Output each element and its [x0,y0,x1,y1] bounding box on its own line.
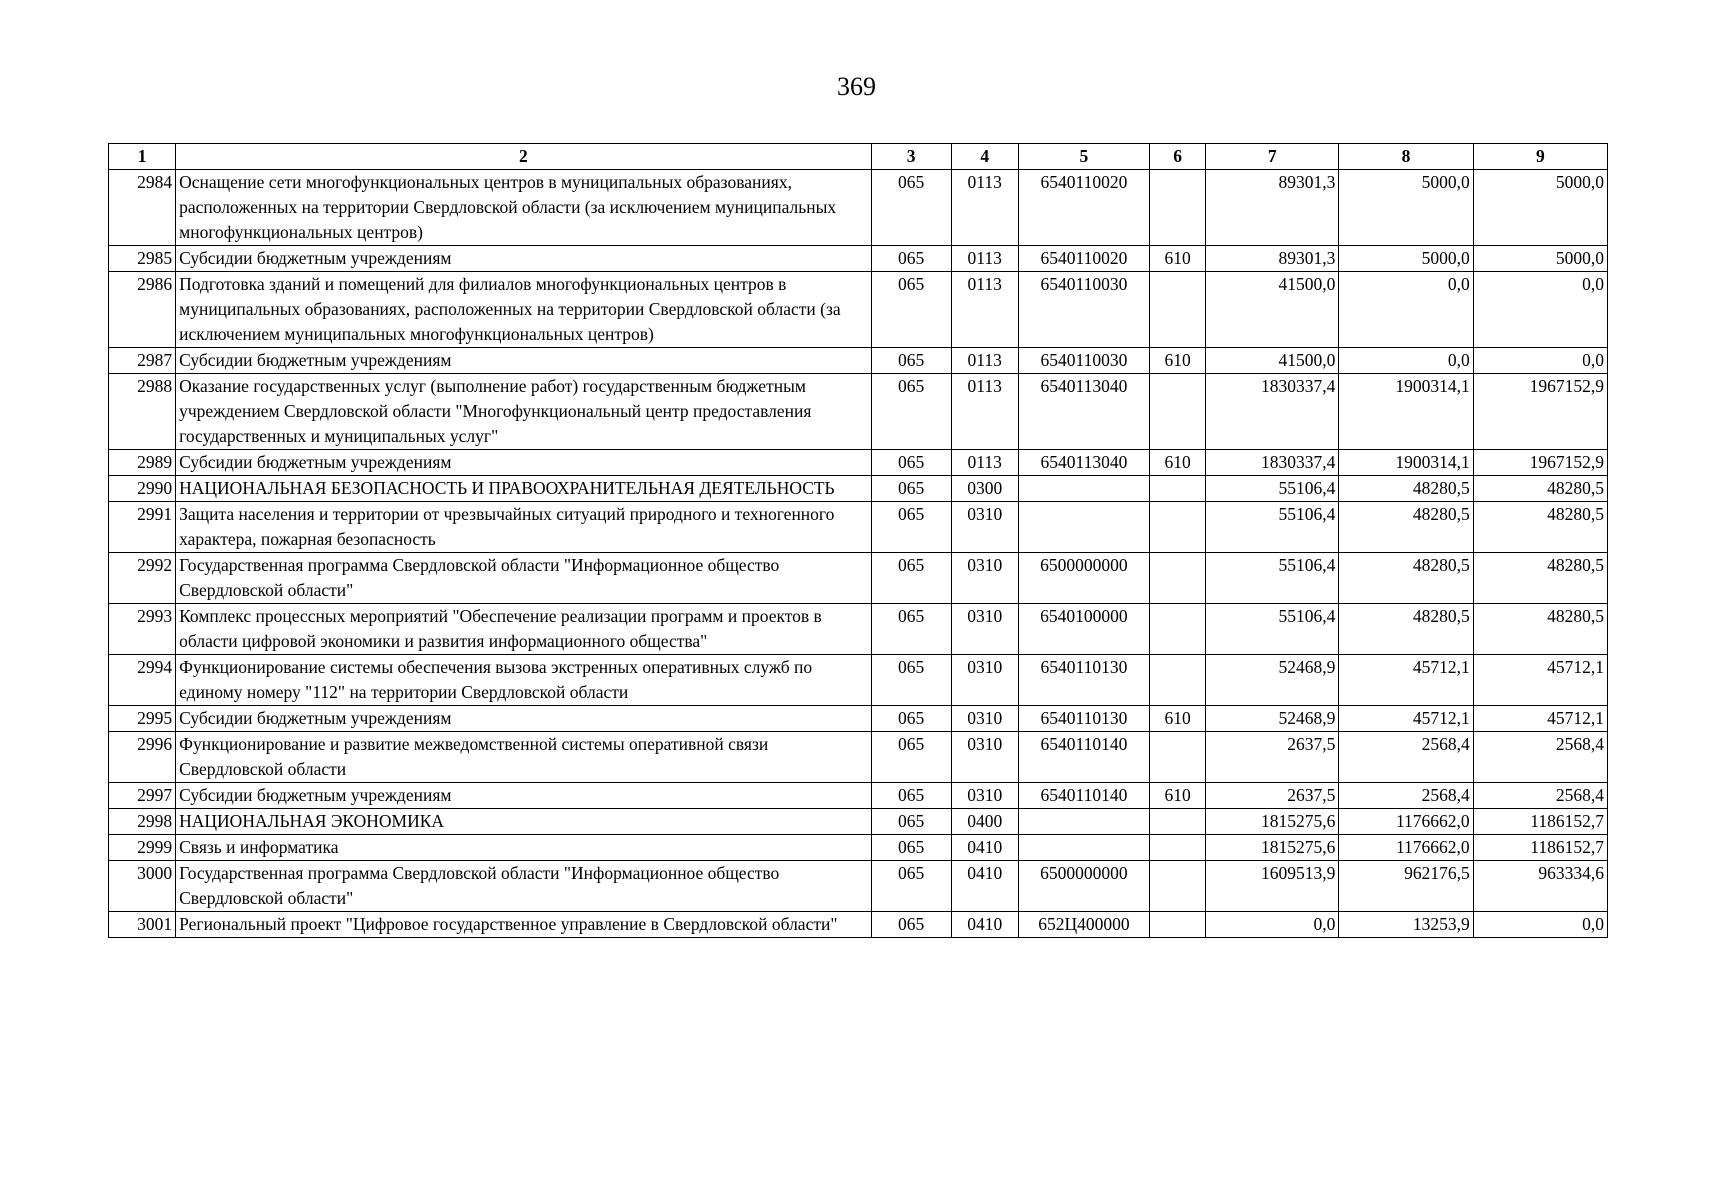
target-article-cell: 6540110020 [1018,170,1149,246]
department-code-cell: 065 [871,655,951,706]
row-name-cell: Региональный проект "Цифровое государственное управление в Свердловской области" [176,912,871,938]
amount-col-9-cell: 0,0 [1473,348,1607,374]
department-code-cell: 065 [871,476,951,502]
amount-col-9-cell: 1186152,7 [1473,835,1607,861]
expense-type-cell: 610 [1150,706,1206,732]
target-article-cell: 6540110030 [1018,348,1149,374]
section-code-cell: 0410 [951,912,1018,938]
row-number-cell: 2993 [109,604,176,655]
amount-col-7-cell: 52468,9 [1206,706,1339,732]
section-code-cell: 0113 [951,272,1018,348]
department-code-cell: 065 [871,835,951,861]
header-col-4: 4 [951,144,1018,170]
row-name-cell: Оказание государственных услуг (выполнение работ) государственным бюджетным учреждением Свердловской области "Многофункциональный центр предоставления государственных и муниципальных услуг" [176,374,871,450]
section-code-cell: 0300 [951,476,1018,502]
amount-col-8-cell: 13253,9 [1339,912,1473,938]
amount-col-9-cell: 2568,4 [1473,732,1607,783]
row-number-cell: 2984 [109,170,176,246]
row-number-cell: 2997 [109,783,176,809]
target-article-cell [1018,476,1149,502]
row-number-cell: 3000 [109,861,176,912]
table-body [109,170,1608,938]
table-row [109,374,1608,450]
row-name-cell: Подготовка зданий и помещений для филиалов многофункциональных центров в муниципальных образованиях, расположенных на территории Свердловской области (за исключением муниципальных многофункциональных центров) [176,272,871,348]
amount-col-8-cell: 0,0 [1339,348,1473,374]
table-row [109,476,1608,502]
amount-col-7-cell: 0,0 [1206,912,1339,938]
section-code-cell: 0310 [951,732,1018,783]
expense-type-cell [1150,604,1206,655]
amount-col-8-cell: 48280,5 [1339,502,1473,553]
target-article-cell: 652Ц400000 [1018,912,1149,938]
amount-col-8-cell: 5000,0 [1339,246,1473,272]
row-number-cell: 2990 [109,476,176,502]
table-row [109,912,1608,938]
target-article-cell: 6540113040 [1018,374,1149,450]
amount-col-8-cell: 48280,5 [1339,604,1473,655]
table-header-row [109,144,1608,170]
department-code-cell: 065 [871,170,951,246]
row-name-cell: Защита населения и территории от чрезвычайных ситуаций природного и техногенного характера, пожарная безопасность [176,502,871,553]
amount-col-8-cell: 48280,5 [1339,553,1473,604]
table-row [109,170,1608,246]
row-name-cell: Субсидии бюджетным учреждениям [176,246,871,272]
department-code-cell: 065 [871,809,951,835]
section-code-cell: 0410 [951,861,1018,912]
row-name-cell: Связь и информатика [176,835,871,861]
row-name-cell: Оснащение сети многофункциональных центров в муниципальных образованиях, расположенных на территории Свердловской области (за исключением муниципальных многофункциональных центров) [176,170,871,246]
department-code-cell: 065 [871,604,951,655]
row-name-cell: Функционирование системы обеспечения вызова экстренных оперативных служб по единому номеру "112" на территории Свердловской области [176,655,871,706]
amount-col-8-cell: 45712,1 [1339,706,1473,732]
row-name-cell: Субсидии бюджетным учреждениям [176,348,871,374]
row-name-cell: Функционирование и развитие межведомственной системы оперативной связи Свердловской области [176,732,871,783]
amount-col-8-cell: 1176662,0 [1339,835,1473,861]
target-article-cell: 6500000000 [1018,861,1149,912]
amount-col-8-cell: 48280,5 [1339,476,1473,502]
section-code-cell: 0410 [951,835,1018,861]
row-name-cell: Государственная программа Свердловской области "Информационное общество Свердловской области" [176,861,871,912]
department-code-cell: 065 [871,706,951,732]
section-code-cell: 0310 [951,706,1018,732]
row-name-cell: Субсидии бюджетным учреждениям [176,706,871,732]
amount-col-9-cell: 2568,4 [1473,783,1607,809]
page-number: 369 [837,72,876,101]
section-code-cell: 0113 [951,450,1018,476]
amount-col-7-cell: 41500,0 [1206,272,1339,348]
amount-col-9-cell: 5000,0 [1473,170,1607,246]
expense-type-cell [1150,476,1206,502]
amount-col-9-cell: 0,0 [1473,272,1607,348]
expense-type-cell [1150,861,1206,912]
table-row [109,348,1608,374]
row-number-cell: 2991 [109,502,176,553]
row-number-cell: 2985 [109,246,176,272]
row-number-cell: 2996 [109,732,176,783]
amount-col-9-cell: 1186152,7 [1473,809,1607,835]
amount-col-8-cell: 2568,4 [1339,732,1473,783]
expense-type-cell [1150,553,1206,604]
table-row [109,809,1608,835]
amount-col-9-cell: 1967152,9 [1473,374,1607,450]
row-name-cell: Комплекс процессных мероприятий "Обеспечение реализации программ и проектов в области цифровой экономики и развития информационного общества" [176,604,871,655]
department-code-cell: 065 [871,502,951,553]
header-col-1: 1 [109,144,176,170]
table-row [109,706,1608,732]
target-article-cell: 6540113040 [1018,450,1149,476]
target-article-cell [1018,835,1149,861]
row-number-cell: 3001 [109,912,176,938]
target-article-cell: 6540100000 [1018,604,1149,655]
amount-col-7-cell: 1609513,9 [1206,861,1339,912]
amount-col-9-cell: 45712,1 [1473,655,1607,706]
target-article-cell: 6540110140 [1018,732,1149,783]
amount-col-9-cell: 48280,5 [1473,604,1607,655]
table-row [109,783,1608,809]
amount-col-7-cell: 2637,5 [1206,732,1339,783]
table-row [109,835,1608,861]
department-code-cell: 065 [871,912,951,938]
expense-type-cell [1150,912,1206,938]
amount-col-7-cell: 55106,4 [1206,502,1339,553]
amount-col-7-cell: 55106,4 [1206,604,1339,655]
amount-col-8-cell: 1900314,1 [1339,450,1473,476]
amount-col-8-cell: 0,0 [1339,272,1473,348]
row-number-cell: 2994 [109,655,176,706]
amount-col-8-cell: 5000,0 [1339,170,1473,246]
target-article-cell: 6540110130 [1018,655,1149,706]
section-code-cell: 0310 [951,783,1018,809]
target-article-cell: 6540110020 [1018,246,1149,272]
expense-type-cell [1150,732,1206,783]
department-code-cell: 065 [871,246,951,272]
amount-col-7-cell: 52468,9 [1206,655,1339,706]
section-code-cell: 0310 [951,655,1018,706]
section-code-cell: 0113 [951,374,1018,450]
amount-col-9-cell: 1967152,9 [1473,450,1607,476]
header-col-3: 3 [871,144,951,170]
table-row [109,604,1608,655]
expense-type-cell [1150,170,1206,246]
amount-col-7-cell: 1815275,6 [1206,809,1339,835]
amount-col-7-cell: 55106,4 [1206,553,1339,604]
amount-col-9-cell: 0,0 [1473,912,1607,938]
header-col-9: 9 [1473,144,1607,170]
row-name-cell: НАЦИОНАЛЬНАЯ ЭКОНОМИКА [176,809,871,835]
amount-col-9-cell: 963334,6 [1473,861,1607,912]
target-article-cell: 6540110130 [1018,706,1149,732]
amount-col-9-cell: 48280,5 [1473,553,1607,604]
expense-type-cell [1150,502,1206,553]
row-number-cell: 2992 [109,553,176,604]
row-name-cell: Государственная программа Свердловской области "Информационное общество Свердловской области" [176,553,871,604]
table-row [109,450,1608,476]
department-code-cell: 065 [871,783,951,809]
table-row [109,553,1608,604]
amount-col-7-cell: 89301,3 [1206,170,1339,246]
amount-col-9-cell: 48280,5 [1473,476,1607,502]
row-number-cell: 2987 [109,348,176,374]
row-number-cell: 2998 [109,809,176,835]
section-code-cell: 0310 [951,604,1018,655]
department-code-cell: 065 [871,272,951,348]
row-name-cell: НАЦИОНАЛЬНАЯ БЕЗОПАСНОСТЬ И ПРАВООХРАНИТЕЛЬНАЯ ДЕЯТЕЛЬНОСТЬ [176,476,871,502]
amount-col-9-cell: 5000,0 [1473,246,1607,272]
amount-col-7-cell: 1830337,4 [1206,374,1339,450]
row-number-cell: 2989 [109,450,176,476]
table-row [109,272,1608,348]
expense-type-cell [1150,835,1206,861]
department-code-cell: 065 [871,553,951,604]
row-name-cell: Субсидии бюджетным учреждениям [176,450,871,476]
amount-col-8-cell: 962176,5 [1339,861,1473,912]
amount-col-7-cell: 41500,0 [1206,348,1339,374]
row-number-cell: 2986 [109,272,176,348]
target-article-cell [1018,502,1149,553]
header-col-6: 6 [1150,144,1206,170]
expense-type-cell: 610 [1150,246,1206,272]
amount-col-8-cell: 45712,1 [1339,655,1473,706]
header-col-2: 2 [176,144,871,170]
expense-type-cell: 610 [1150,450,1206,476]
expense-type-cell [1150,655,1206,706]
table-row [109,861,1608,912]
amount-col-7-cell: 89301,3 [1206,246,1339,272]
table-row [109,655,1608,706]
expense-type-cell [1150,809,1206,835]
row-number-cell: 2999 [109,835,176,861]
table-row [109,732,1608,783]
section-code-cell: 0113 [951,246,1018,272]
amount-col-8-cell: 2568,4 [1339,783,1473,809]
target-article-cell: 6540110140 [1018,783,1149,809]
target-article-cell [1018,809,1149,835]
amount-col-7-cell: 2637,5 [1206,783,1339,809]
section-code-cell: 0113 [951,348,1018,374]
amount-col-8-cell: 1176662,0 [1339,809,1473,835]
section-code-cell: 0400 [951,809,1018,835]
header-col-5: 5 [1018,144,1149,170]
amount-col-7-cell: 55106,4 [1206,476,1339,502]
section-code-cell: 0310 [951,502,1018,553]
department-code-cell: 065 [871,374,951,450]
expense-type-cell [1150,374,1206,450]
department-code-cell: 065 [871,348,951,374]
row-number-cell: 2988 [109,374,176,450]
amount-col-8-cell: 1900314,1 [1339,374,1473,450]
row-number-cell: 2995 [109,706,176,732]
row-name-cell: Субсидии бюджетным учреждениям [176,783,871,809]
section-code-cell: 0113 [951,170,1018,246]
header-col-7: 7 [1206,144,1339,170]
target-article-cell: 6540110030 [1018,272,1149,348]
table-row [109,246,1608,272]
amount-col-9-cell: 48280,5 [1473,502,1607,553]
expense-type-cell [1150,272,1206,348]
department-code-cell: 065 [871,450,951,476]
header-col-8: 8 [1339,144,1473,170]
target-article-cell: 6500000000 [1018,553,1149,604]
expense-type-cell: 610 [1150,348,1206,374]
budget-table [108,143,1608,938]
department-code-cell: 065 [871,732,951,783]
amount-col-7-cell: 1815275,6 [1206,835,1339,861]
department-code-cell: 065 [871,861,951,912]
section-code-cell: 0310 [951,553,1018,604]
amount-col-9-cell: 45712,1 [1473,706,1607,732]
table-row [109,502,1608,553]
amount-col-7-cell: 1830337,4 [1206,450,1339,476]
expense-type-cell: 610 [1150,783,1206,809]
